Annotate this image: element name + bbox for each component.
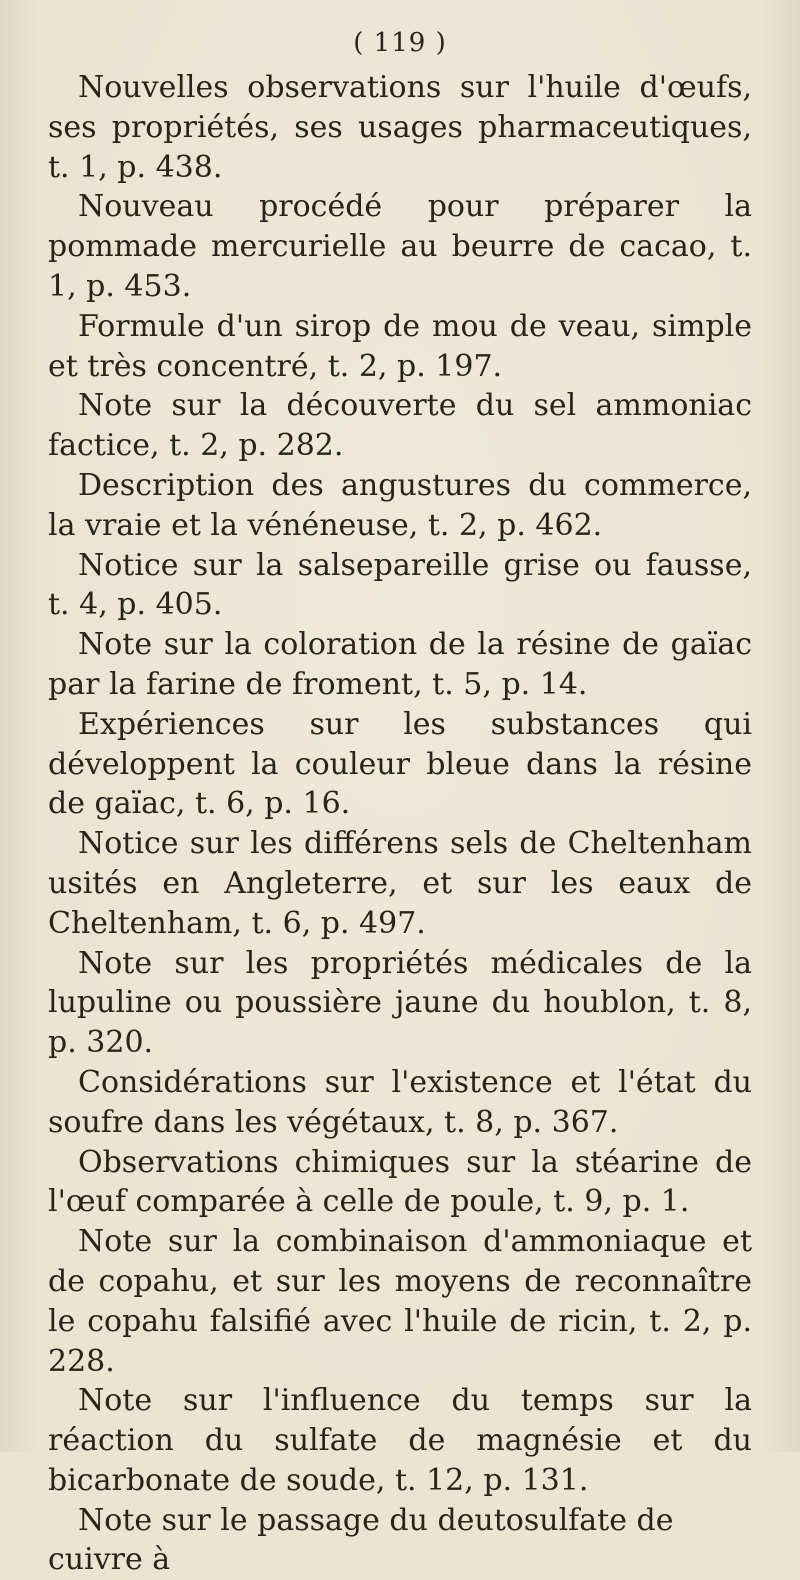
list-item: Expériences sur les substances qui développent la couleur bleue dans la résine de gaïac, t. 6, p. 16. (48, 706, 752, 822)
list-item: Formule d'un sirop de mou de veau, simple et très concentré, t. 2, p. 197. (48, 308, 752, 384)
list-item: Note sur la découverte du sel ammoniac factice, t. 2, p. 282. (48, 388, 752, 464)
list-item: Note sur l'influence du temps sur la réaction du sulfate de magnésie et du bicarbonate de soude, t. 12, p. 131. (48, 1383, 752, 1498)
list-item: Note sur le passage du deutosulfate de cuivre à (48, 1502, 674, 1578)
list-item: Notice sur la salsepareille grise ou fausse, t. 4, p. 405. (48, 547, 752, 623)
list-item: Note sur les propriétés médicales de la lupuline ou poussière jaune du houblon, t. 8, p. 320. (48, 945, 752, 1061)
list-item: Note sur la coloration de la résine de gaïac par la farine de froment, t. 5, p. 14. (48, 627, 752, 702)
list-item: Note sur la combinaison d'ammoniaque et de copahu, et sur les moyens de reconnaître le copahu falsifié avec l'huile de ricin, t. 2, p. 228. (48, 1224, 752, 1379)
list-item: Observations chimiques sur la stéarine de l'œuf comparée à celle de poule, t. 9, p. 1. (48, 1144, 752, 1220)
bibliography-list (48, 68, 752, 1580)
list-item: Description des angustures du commerce, la vraie et la vénéneuse, t. 2, p. 462. (48, 467, 752, 543)
list-item: Notice sur les différens sels de Cheltenham usités en Angleterre, et sur les eaux de Cheltenham, t. 6, p. 497. (48, 826, 752, 941)
list-item: Considérations sur l'existence et l'état du soufre dans les végétaux, t. 8, p. 367. (48, 1064, 752, 1140)
list-item: Nouveau procédé pour préparer la pommade mercurielle au beurre de cacao, t. 1, p. 453. (48, 189, 752, 304)
page-number: ( 119 ) (353, 28, 447, 58)
list-item: Nouvelles observations sur l'huile d'œufs, ses propriétés, ses usages pharmaceutiques, t. 1, p. 438. (48, 70, 752, 185)
